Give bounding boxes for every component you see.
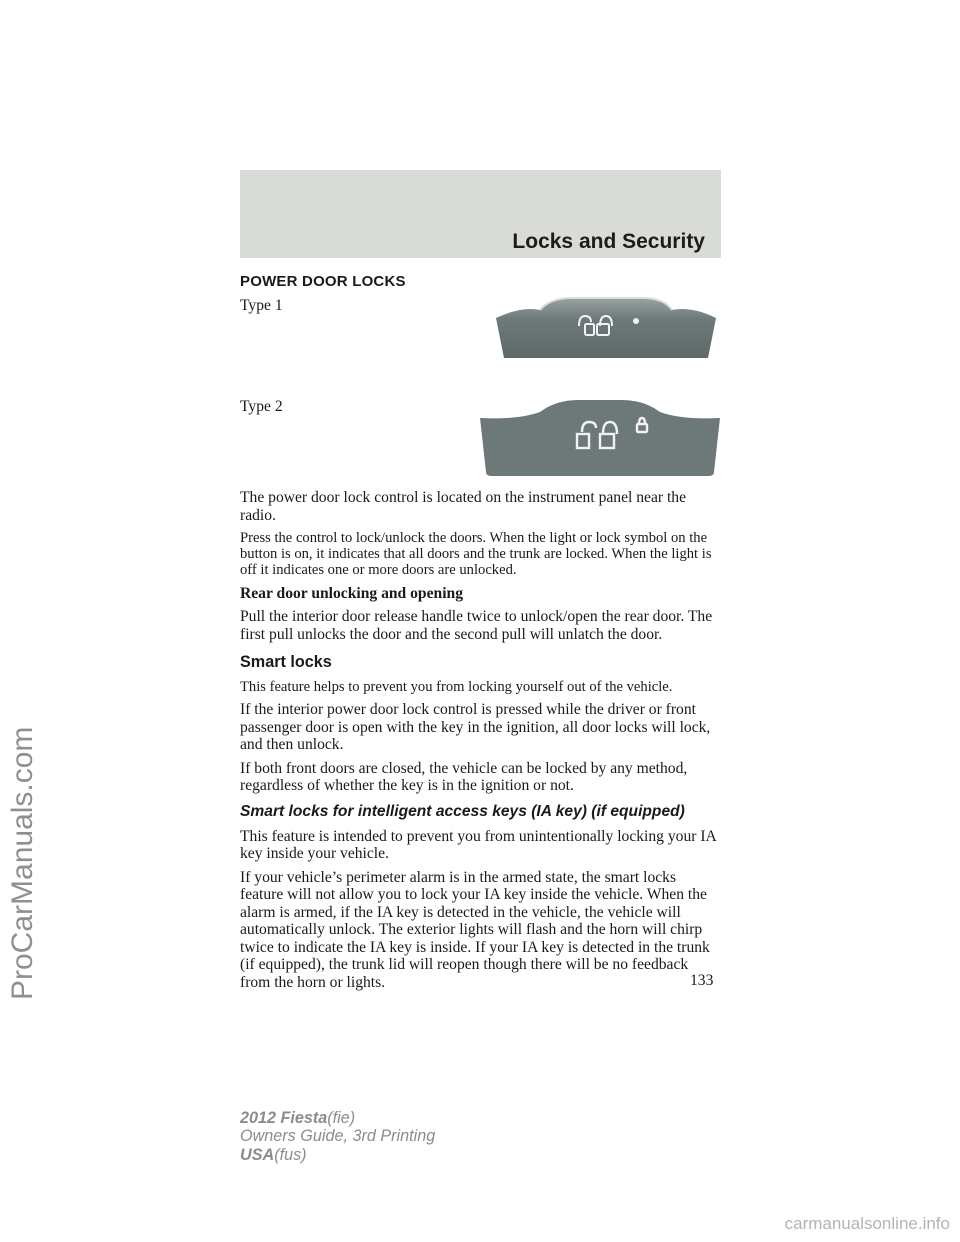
footer-line3 [240, 1146, 435, 1164]
footer-line1 [240, 1109, 435, 1127]
footer-line2: Owners Guide, 3rd Printing [240, 1127, 436, 1146]
type1-label: Type 1 [240, 297, 283, 314]
rear-para: Pull the interior door release handle twice to unlock/open the rear door. The first pull unlocks the door and the second pull will unlatch the door. [240, 608, 713, 643]
para-location: The power door lock control is located on the instrument panel near the radio. [240, 489, 687, 524]
footer-market-code: (fus) [274, 1145, 307, 1164]
footer-model: 2012 Fiesta [240, 1109, 328, 1127]
footer [240, 1109, 435, 1164]
type2-label: Type 2 [240, 398, 283, 415]
ia-para1: This feature is intended to prevent you from unintentionally locking your IA key inside your vehicle. [240, 827, 716, 863]
footer-market: USA [240, 1145, 275, 1164]
header-band [240, 170, 721, 258]
smart-heading: Smart locks [240, 653, 332, 672]
ia-para2: If your vehicle’s perimeter alarm is in the armed state, the smart locks feature will not allow you to lock your IA key inside the vehicle. When the alarm is armed, if the IA key is detected in the vehicle, the vehicle will automatically unlock. The exterior lights will flash and the horn will chirp twice to indicate the IA key is inside. If your IA key is detected in the trunk (if equipped), the trunk lid will reopen though there will be no feedback from the horn or lights. [240, 868, 710, 991]
side-watermark: ProCarManuals.com [6, 726, 39, 1000]
footer-model-code: (fie) [327, 1109, 356, 1127]
section-title: Locks and Security [512, 230, 705, 253]
main-heading: POWER DOOR LOCKS [240, 273, 406, 290]
door-lock-switch-type2-icon [478, 398, 722, 478]
body-column [240, 489, 720, 991]
para-press: Press the control to lock/unlock the doors. When the light or lock symbol on the button is on, it indicates that all doors and the trunk are locked. When the light is off it indicates one or more doors are unlocked. [240, 530, 712, 579]
smart-para1: This feature helps to prevent you from locking yourself out of the vehicle. [240, 679, 673, 696]
page-number: 133 [690, 972, 714, 989]
bottom-watermark: carmanualsonline.info [784, 1214, 950, 1233]
ia-heading: Smart locks for intelligent access keys (IA key) (if equipped) [240, 802, 685, 820]
smart-para3: If both front doors are closed, the vehicle can be locked by any method, regardless of whether the key is in the ignition or not. [240, 759, 688, 795]
rear-heading: Rear door unlocking and opening [240, 584, 463, 602]
smart-para2: If the interior power door lock control is pressed while the driver or front passenger door is open with the key in the ignition, all door locks will lock, and then unlock. [240, 701, 711, 754]
door-lock-switch-type1-icon [492, 296, 720, 360]
